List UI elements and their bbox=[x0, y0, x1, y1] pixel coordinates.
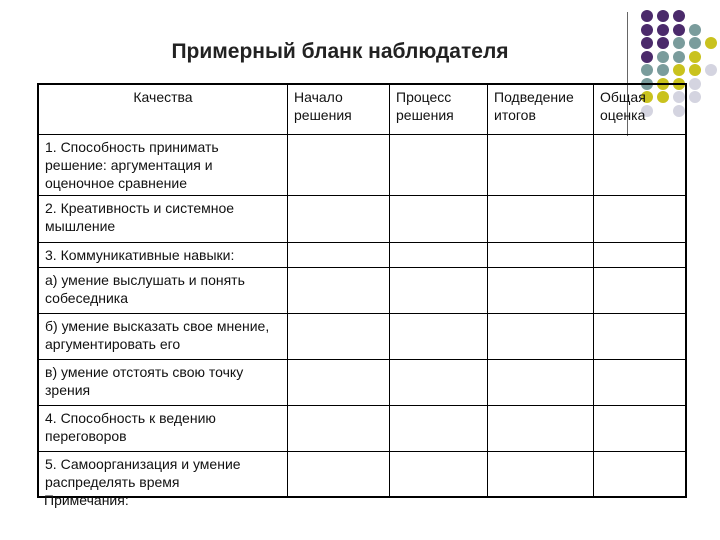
score-cell[interactable] bbox=[288, 405, 390, 451]
score-cell[interactable] bbox=[594, 134, 687, 195]
table-row bbox=[38, 451, 686, 497]
decorative-dot bbox=[657, 51, 669, 63]
decorative-dot bbox=[673, 10, 685, 22]
score-cell[interactable] bbox=[488, 359, 594, 405]
table-row bbox=[38, 195, 686, 242]
quality-label: а) умение выслушать и понять собеседника bbox=[38, 267, 288, 313]
score-cell[interactable] bbox=[288, 267, 390, 313]
decorative-dot bbox=[673, 51, 685, 63]
header-process: Процесс решения bbox=[390, 84, 488, 134]
score-cell[interactable] bbox=[390, 359, 488, 405]
observer-form-table bbox=[37, 83, 687, 498]
score-cell[interactable] bbox=[390, 313, 488, 359]
decorative-dot bbox=[657, 64, 669, 76]
score-cell[interactable] bbox=[488, 267, 594, 313]
table-row bbox=[38, 242, 686, 267]
decorative-dot bbox=[657, 24, 669, 36]
header-overall: Общая оценка bbox=[594, 84, 687, 134]
score-cell[interactable] bbox=[488, 195, 594, 242]
decorative-dot bbox=[673, 64, 685, 76]
score-cell[interactable] bbox=[288, 195, 390, 242]
decorative-dot bbox=[673, 24, 685, 36]
notes-label: Примечания: bbox=[44, 492, 129, 508]
score-cell[interactable] bbox=[594, 359, 687, 405]
score-cell[interactable] bbox=[288, 359, 390, 405]
decorative-dot bbox=[689, 78, 701, 90]
score-cell[interactable] bbox=[390, 134, 488, 195]
decorative-dot bbox=[689, 51, 701, 63]
score-cell[interactable] bbox=[488, 313, 594, 359]
score-cell[interactable] bbox=[594, 195, 687, 242]
score-cell[interactable] bbox=[390, 267, 488, 313]
quality-label: 5. Самоорганизация и умение распределять время bbox=[38, 451, 288, 497]
score-cell[interactable] bbox=[288, 134, 390, 195]
page-title: Примерный бланк наблюдателя bbox=[171, 40, 509, 63]
header-qualities: Качества bbox=[38, 84, 288, 134]
decorative-dot bbox=[641, 24, 653, 36]
decorative-dot bbox=[641, 64, 653, 76]
score-cell[interactable] bbox=[390, 451, 488, 497]
quality-label: 4. Способность к ведению переговоров bbox=[38, 405, 288, 451]
score-cell[interactable] bbox=[288, 242, 390, 267]
score-cell[interactable] bbox=[594, 405, 687, 451]
score-cell[interactable] bbox=[594, 242, 687, 267]
score-cell[interactable] bbox=[488, 405, 594, 451]
quality-label: 3. Коммуникативные навыки: bbox=[38, 242, 288, 267]
decorative-dot bbox=[641, 10, 653, 22]
quality-label: 2. Креативность и системное мышление bbox=[38, 195, 288, 242]
table-row bbox=[38, 313, 686, 359]
score-cell[interactable] bbox=[390, 405, 488, 451]
decorative-dot bbox=[641, 37, 653, 49]
header-summary: Подведение итогов bbox=[488, 84, 594, 134]
header-start: Начало решения bbox=[288, 84, 390, 134]
decorative-dot bbox=[641, 51, 653, 63]
score-cell[interactable] bbox=[288, 451, 390, 497]
score-cell[interactable] bbox=[390, 195, 488, 242]
decorative-dot bbox=[705, 37, 717, 49]
quality-label: 1. Способность принимать решение: аргументация и оценочное сравнение bbox=[38, 134, 288, 195]
decorative-dot bbox=[657, 37, 669, 49]
table-row bbox=[38, 134, 686, 195]
table-row bbox=[38, 267, 686, 313]
table-row bbox=[38, 405, 686, 451]
score-cell[interactable] bbox=[390, 242, 488, 267]
score-cell[interactable] bbox=[288, 313, 390, 359]
score-cell[interactable] bbox=[488, 451, 594, 497]
decorative-dot bbox=[689, 64, 701, 76]
decorative-dot bbox=[657, 10, 669, 22]
score-cell[interactable] bbox=[594, 267, 687, 313]
quality-label: в) умение отстоять свою точку зрения bbox=[38, 359, 288, 405]
decorative-dot bbox=[689, 91, 701, 103]
decorative-dot bbox=[673, 37, 685, 49]
quality-label: б) умение высказать свое мнение, аргументировать его bbox=[38, 313, 288, 359]
score-cell[interactable] bbox=[488, 242, 594, 267]
score-cell[interactable] bbox=[594, 313, 687, 359]
table-row bbox=[38, 359, 686, 405]
decorative-dot bbox=[705, 64, 717, 76]
decorative-dot bbox=[689, 37, 701, 49]
decorative-dot bbox=[689, 24, 701, 36]
score-cell[interactable] bbox=[594, 451, 687, 497]
score-cell[interactable] bbox=[488, 134, 594, 195]
